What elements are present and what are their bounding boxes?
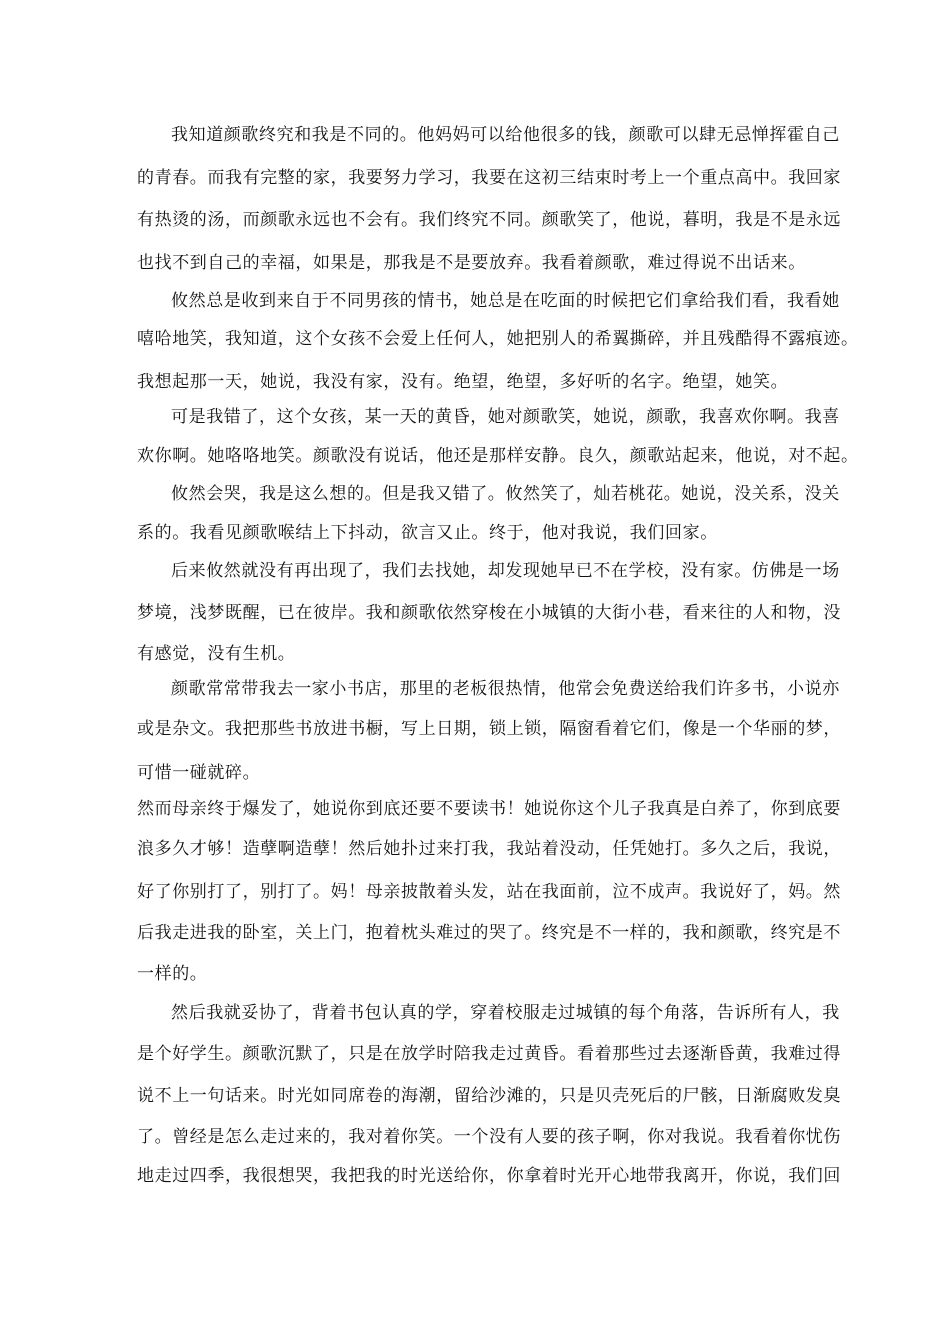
text-line: 说不上一句话来。时光如同席卷的海潮，留给沙滩的，只是贝壳死后的尸骸，日渐腐败发臭 [137, 1086, 841, 1106]
text-line: 我想起那一天，她说，我没有家，没有。绝望，绝望，多好听的名字。绝望，她笑。 [137, 372, 789, 392]
text-line: 一样的。 [137, 964, 208, 984]
text-line: 可惜一碰就碎。 [137, 763, 261, 783]
text-line: 地走过四季，我很想哭，我把我的时光送给你，你拿着时光开心地带我离开，你说，我们回 [137, 1166, 841, 1186]
text-line: 攸然总是收到来自于不同男孩的情书，她总是在吃面的时候把它们拿给我们看，我看她 [171, 291, 840, 311]
text-line: 颜歌常常带我去一家小书店，那里的老板很热情，他常会免费送给我们许多书，小说亦 [171, 679, 840, 699]
text-line: 我知道颜歌终究和我是不同的。他妈妈可以给他很多的钱，颜歌可以肆无忌惮挥霍自己 [171, 125, 840, 145]
text-line: 后我走进我的卧室，关上门，抱着枕头难过的哭了。终究是不一样的，我和颜歌，终究是不 [137, 923, 841, 943]
text-line: 嘻哈地笑，我知道，这个女孩不会爱上任何人，她把别人的希翼撕碎，并且残酷得不露痕迹。 [137, 329, 859, 349]
text-line: 或是杂文。我把那些书放进书橱，写上日期，锁上锁，隔窗看着它们，像是一个华丽的梦， [137, 719, 841, 739]
text-line: 然而母亲终于爆发了，她说你到底还要不要读书！她说你这个儿子我真是白养了，你到底要 [137, 799, 841, 819]
text-line: 梦境，浅梦既醒，已在彼岸。我和颜歌依然穿梭在小城镇的大街小巷，看来往的人和物，没 [137, 603, 841, 623]
text-line: 是个好学生。颜歌沉默了，只是在放学时陪我走过黄昏。看着那些过去逐渐昏黄，我难过得 [137, 1044, 841, 1064]
text-line: 可是我错了，这个女孩，某一天的黄昏，她对颜歌笑，她说，颜歌，我喜欢你啊。我喜 [171, 407, 840, 427]
text-line: 欢你啊。她咯咯地笑。颜歌没有说话，他还是那样安静。良久，颜歌站起来，他说，对不起。 [137, 446, 859, 466]
text-line: 后来攸然就没有再出现了，我们去找她，却发现她早已不在学校，没有家。仿佛是一场 [171, 561, 840, 581]
text-line: 了。曾经是怎么走过来的，我对着你笑。一个没有人要的孩子啊，你对我说。我看着你忧伤 [137, 1127, 841, 1147]
text-line: 有热烫的汤，而颜歌永远也不会有。我们终究不同。颜歌笑了，他说，暮明，我是不是永远 [137, 210, 841, 230]
text-line: 好了你别打了，别打了。妈！母亲披散着头发，站在我面前，泣不成声。我说好了，妈。然 [137, 882, 841, 902]
text-line: 有感觉，没有生机。 [137, 644, 296, 664]
text-line: 也找不到自己的幸福，如果是，那我是不是要放弃。我看着颜歌，难过得说不出话来。 [137, 253, 806, 273]
text-line: 浪多久才够！造孽啊造孽！然后她扑过来打我，我站着没动，任凭她打。多久之后，我说， [137, 839, 841, 859]
text-line: 系的。我看见颜歌喉结上下抖动，欲言又止。终于，他对我说，我们回家。 [137, 523, 718, 543]
text-line: 攸然会哭，我是这么想的。但是我又错了。攸然笑了，灿若桃花。她说，没关系，没关 [171, 484, 840, 504]
text-line: 然后我就妥协了，背着书包认真的学，穿着校服走过城镇的每个角落，告诉所有人，我 [171, 1003, 840, 1023]
text-line: 的青春。而我有完整的家，我要努力学习，我要在这初三结束时考上一个重点高中。我回家 [137, 168, 841, 188]
